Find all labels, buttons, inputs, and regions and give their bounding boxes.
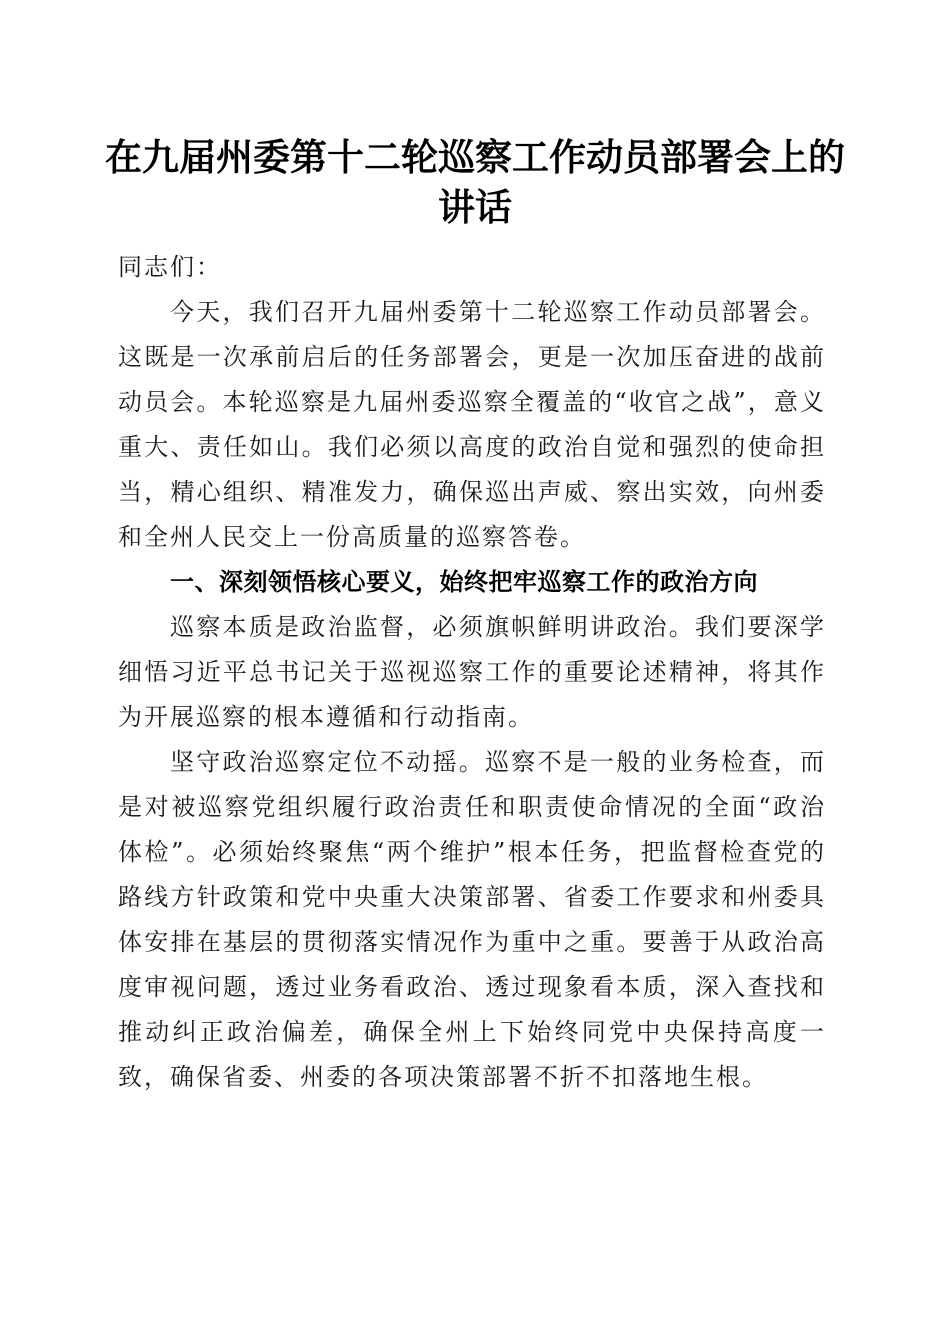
document-body	[118, 245, 826, 1100]
greeting: 同志们：	[118, 253, 222, 281]
section-heading-1: 一、深刻领悟核心要义，始终把牢巡察工作的政治方向	[170, 568, 758, 596]
document-title: 在九届州委第十二轮巡察工作动员部署会上的讲话	[105, 135, 845, 229]
paragraph-intro: 今天，我们召开九届州委第十二轮巡察工作动员部署会。这既是一次承前启后的任务部署会，更是一次加压奋进的战前动员会。本轮巡察是九届州委巡察全覆盖的“收官之战”，意义重大、责任如山。我们必须以高度的政治自觉和强烈的使命担当，精心组织、精准发力，确保巡出声威、察出实效，向州委和全州人民交上一份高质量的巡察答卷。	[118, 298, 826, 551]
paragraph-political-supervision: 巡察本质是政治监督，必须旗帜鲜明讲政治。我们要深学细悟习近平总书记关于巡视巡察工作的重要论述精神，将其作为开展巡察的根本遵循和行动指南。	[118, 613, 826, 731]
paragraph-political-positioning: 坚守政治巡察定位不动摇。巡察不是一般的业务检查，而是对被巡察党组织履行政治责任和职责使命情况的全面“政治体检”。必须始终聚焦“两个维护”根本任务，把监督检查党的路线方针政策和党中央重大决策部署、省委工作要求和州委具体安排在基层的贯彻落实情况作为重中之重。要善于从政治高度审视问题，透过业务看政治、透过现象看本质，深入查找和推动纠正政治偏差，确保全州上下始终同党中央保持高度一致，确保省委、州委的各项决策部署不折不扣落地生根。	[118, 748, 826, 1091]
